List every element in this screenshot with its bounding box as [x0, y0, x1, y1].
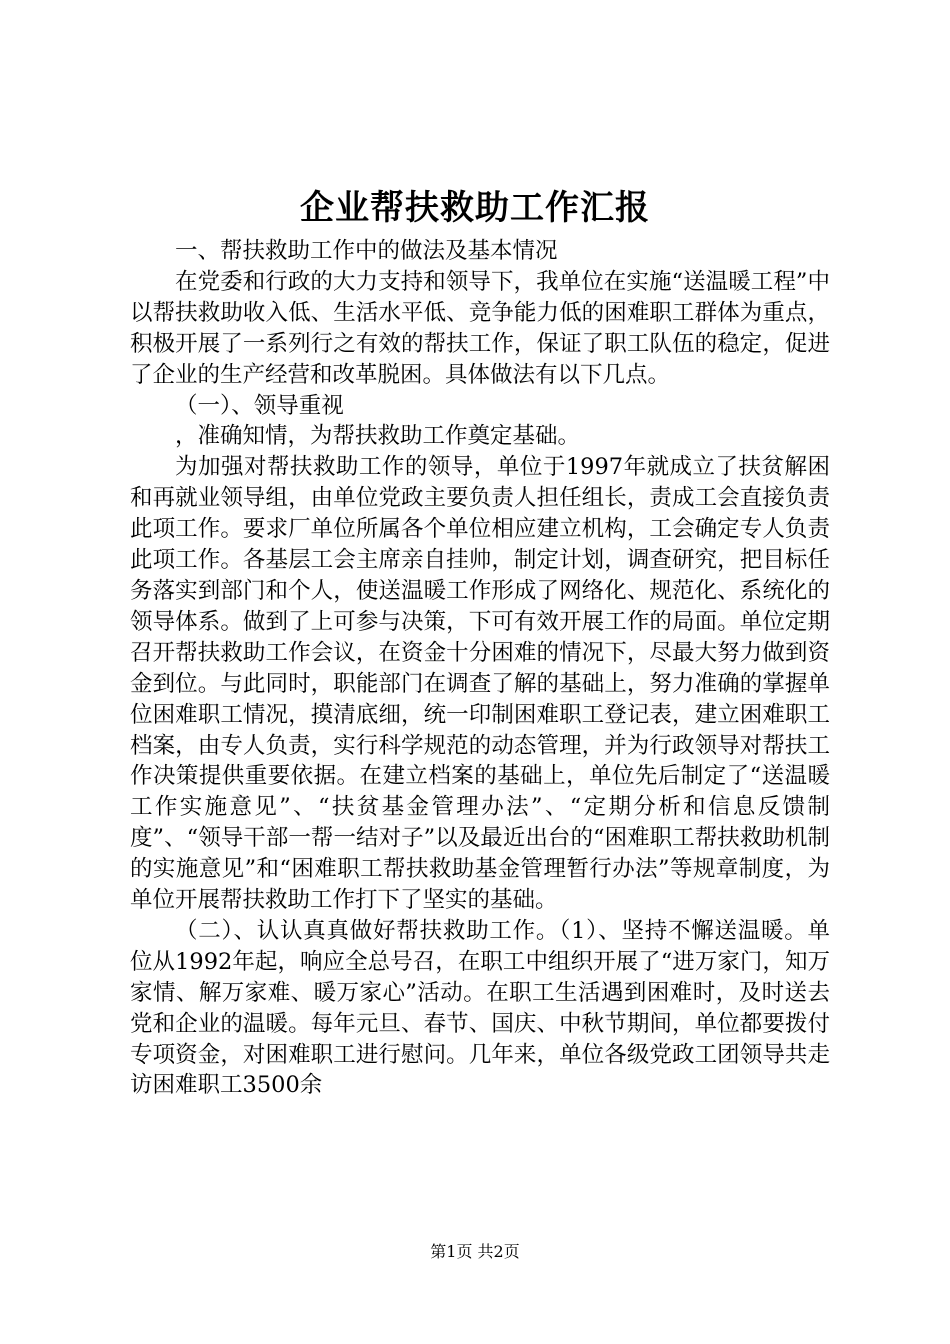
paragraph: ，准确知情，为帮扶救助工作奠定基础。 [175, 423, 581, 450]
page-footer: 第1页 共2页 [430, 1242, 520, 1261]
document-title: 企业帮扶救助工作汇报 [300, 188, 650, 228]
paragraph: 为加强对帮扶救助工作的领导，单位于1997年就成立了扶贫解困和再就业领导组，由单位党政主要负责人担任组长，责成工会直接负责此项工作。要求厂单位所属各个单位相应建立机构，工会确定专人负责此项工作。各基层工会主席亲自挂帅，制定计划，调查研究，把目标任务落实到部门和个人，使送温暖工作形成了网络化、规范化、系统化的领导体系。做到了上可参与决策，下可有效开展工作的局面。单位定期召开帮扶救助工作会议，在资金十分困难的情况下，尽最大努力做到资金到位。与此同时，职能部门在调查了解的基础上，努力准确的掌握单位困难职工情况，摸清底细，统一印制困难职工登记表，建立困难职工档案，由专人负责，实行科学规范的动态管理，并为行政领导对帮扶工作决策提供重要依据。在建立档案的基础上，单位先后制定了“送温暖工作实施意见”、“扶贫基金管理办法”、“定期分析和信息反馈制度”、“领导干部一帮一结对子”以及最近出台的“困难职工帮扶救助机制的实施意见”和“困难职工帮扶救助基金管理暂行办法”等规章制度，为单位开展帮扶救助工作打下了坚实的基础。 [130, 454, 830, 914]
section-heading-1: 一、帮扶救助工作中的做法及基本情况 [175, 238, 558, 264]
paragraph: 在党委和行政的大力支持和领导下，我单位在实施“送温暖工程”中以帮扶救助收入低、生活水平低、竞争能力低的困难职工群体为重点，积极开展了一系列行之有效的帮扶工作，保证了职工队伍的稳定，促进了企业的生产经营和改革脱困。具体做法有以下几点。 [130, 268, 830, 388]
paragraph: （二）、认认真真做好帮扶救助工作。（1）、坚持不懈送温暖。单位从1992年起，响应全总号召，在职工中组织开展了“进万家门，知万家情、解万家难、暖万家心”活动。在职工生活遇到困难时，及时送去党和企业的温暖。每年元旦、春节、国庆、中秋节期间，单位都要拨付专项资金，对困难职工进行慰问。几年来，单位各级党政工团领导共走访困难职工3500余 [130, 917, 830, 1099]
document-body [130, 236, 830, 1101]
subsection-heading-1: （一）、领导重视 [175, 392, 344, 419]
